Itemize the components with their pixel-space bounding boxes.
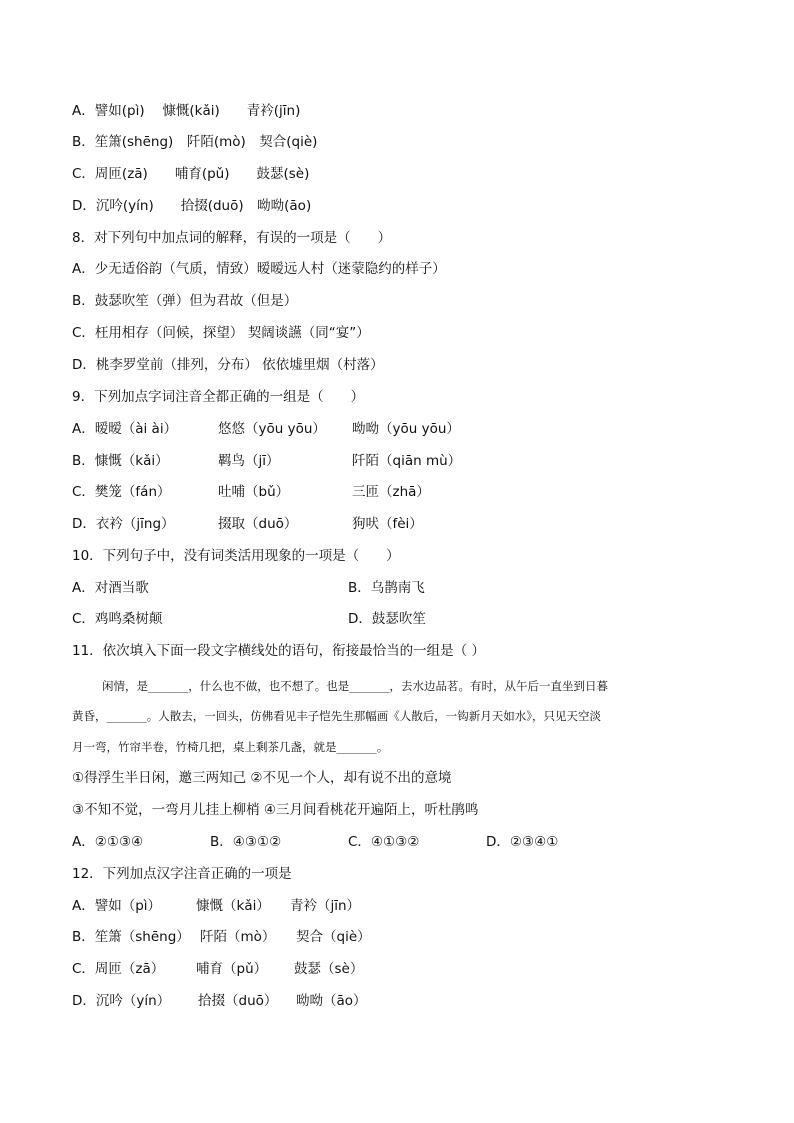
- q11-option-c: C．④①③②: [348, 834, 420, 850]
- q7-option-b: B．笙箫(shēng) 阡陌(mò) 契合(qiè): [72, 134, 318, 150]
- q7-option-c: C．周匝(zā) 哺育(pǔ) 鼓瑟(sè): [72, 166, 310, 182]
- document-page: A．譬如(pì) 慷慨(kǎi) 青衿(jīn) B．笙箫(shēng) 阡陌(mò) 契合(qiè) C．周匝(zā) 哺育(pǔ) 鼓瑟(sè) D．沉吟(yín) 拾掇(duō) 呦呦(āo) 8．对下列句中加点词的解释，有误的一项是（ ） A．少无适俗韵（气质，情致）暧暧远人村（迷蒙隐约的样子） B．鼓瑟吹笙（弹）但为君故（但是） C．枉用相存（问候，探望） 契阔谈讌（同“宴”） D．桃李罗堂前（排列，分布） 依依墟里烟（村落） 9．下列加点字词注音全都正确的一组是（ ） A．暧暧（ài ài） 悠悠（yōu yōu） 呦呦（yōu yōu） B．慷慨（kǎi） 羁鸟（jī） 阡陌（qiān mù） C．樊笼（fán） 吐哺（bǔ） 三匝（zhā） D．衣衿（jīng） 掇取（duō） 狗吠（fèi） 10．下列句子中，没有词类活用现象的一项是（ ） A．对酒当歌 B．乌鹊南飞 C．鸡鸣桑树颠 D．鼓瑟吹笙 11．依次填入下面一段文字横线处的语句，衔接最恰当的一组是（ ） 闲情，是_______，什么也不做，也不想了。也是_______，去水边品茗。有时，从午后一直坐到日暮 黄昏，_______。人散去，一回头，仿佛看见丰子恺先生那幅画《人散后，一钩新月天如水》，只见天空淡 月一弯，竹帘半卷，竹椅几把，桌上剩茶几盏，就是_______。 ①得浮生半日闲，邀三两知己 ②不见一个人，却有说不出的意境 ③不知不觉，一弯月儿挂上柳梢 ④三月间看桃花开遍陌上，听杜鹃鸣 A．②①③④ B．④③①② C．④①③② D．②③④① 12．下列加点汉字注音正确的一项是 A．譬如（pì） 慷慨（kǎi） 青衿（jīn） B．笙箫（shēng） 阡陌（mò） 契合（qiè） C．周匝（zā） 哺育（pǔ） 鼓瑟（sè） D．沉吟（yín） 拾掇（duō） 呦呦（āo）: [0, 0, 794, 1123]
- q10-stem: 10．下列句子中，没有词类活用现象的一项是（ ）: [72, 548, 400, 564]
- q11-passage-line-3: 月一弯，竹帘半卷，竹椅几把，桌上剩茶几盏，就是_______。: [72, 740, 389, 754]
- q8-option-b: B．鼓瑟吹笙（弹）但为君故（但是）: [72, 293, 298, 309]
- q8-option-a: A．少无适俗韵（气质，情致）暧暧远人村（迷蒙隐约的样子）: [72, 261, 446, 277]
- q8-stem: 8．对下列句中加点词的解释，有误的一项是（ ）: [72, 230, 392, 246]
- q8-option-c: C．枉用相存（问候，探望） 契阔谈讌（同“宴”）: [72, 325, 370, 341]
- q7-option-d: D．沉吟(yín) 拾掇(duō) 呦呦(āo): [72, 198, 312, 214]
- q10-option-a: A．对酒当歌: [72, 580, 149, 596]
- q7-option-a: A．譬如(pì) 慷慨(kǎi) 青衿(jīn): [72, 103, 301, 119]
- q11-option-a: A．②①③④: [72, 834, 144, 850]
- q11-stem: 11．依次填入下面一段文字横线处的语句，衔接最恰当的一组是（ ）: [72, 643, 485, 659]
- q11-option-b: B．④③①②: [210, 834, 282, 850]
- q11-choices-line-1: ①得浮生半日闲，邀三两知己 ②不见一个人，却有说不出的意境: [72, 770, 452, 786]
- q11-option-d: D．②③④①: [486, 834, 559, 850]
- q10-option-b: B．乌鹊南飞: [348, 580, 425, 596]
- q11-choices-line-2: ③不知不觉，一弯月儿挂上柳梢 ④三月间看桃花开遍陌上，听杜鹃鸣: [72, 802, 479, 818]
- q9-stem: 9．下列加点字词注音全都正确的一组是（ ）: [72, 389, 365, 405]
- q11-passage-line-2: 黄昏，_______。人散去，一回头，仿佛看见丰子恺先生那幅画《人散后，一钩新月天如水》，只见天空淡: [72, 709, 601, 723]
- q11-passage-line-1: 闲情，是_______，什么也不做，也不想了。也是_______，去水边品茗。有时，从午后一直坐到日暮: [102, 679, 608, 693]
- q10-option-c: C．鸡鸣桑树颠: [72, 611, 163, 627]
- q8-option-d: D．桃李罗堂前（排列，分布） 依依墟里烟（村落）: [72, 357, 384, 373]
- q12-stem: 12．下列加点汉字注音正确的一项是: [72, 866, 292, 882]
- q10-option-d: D．鼓瑟吹笙: [348, 611, 426, 627]
